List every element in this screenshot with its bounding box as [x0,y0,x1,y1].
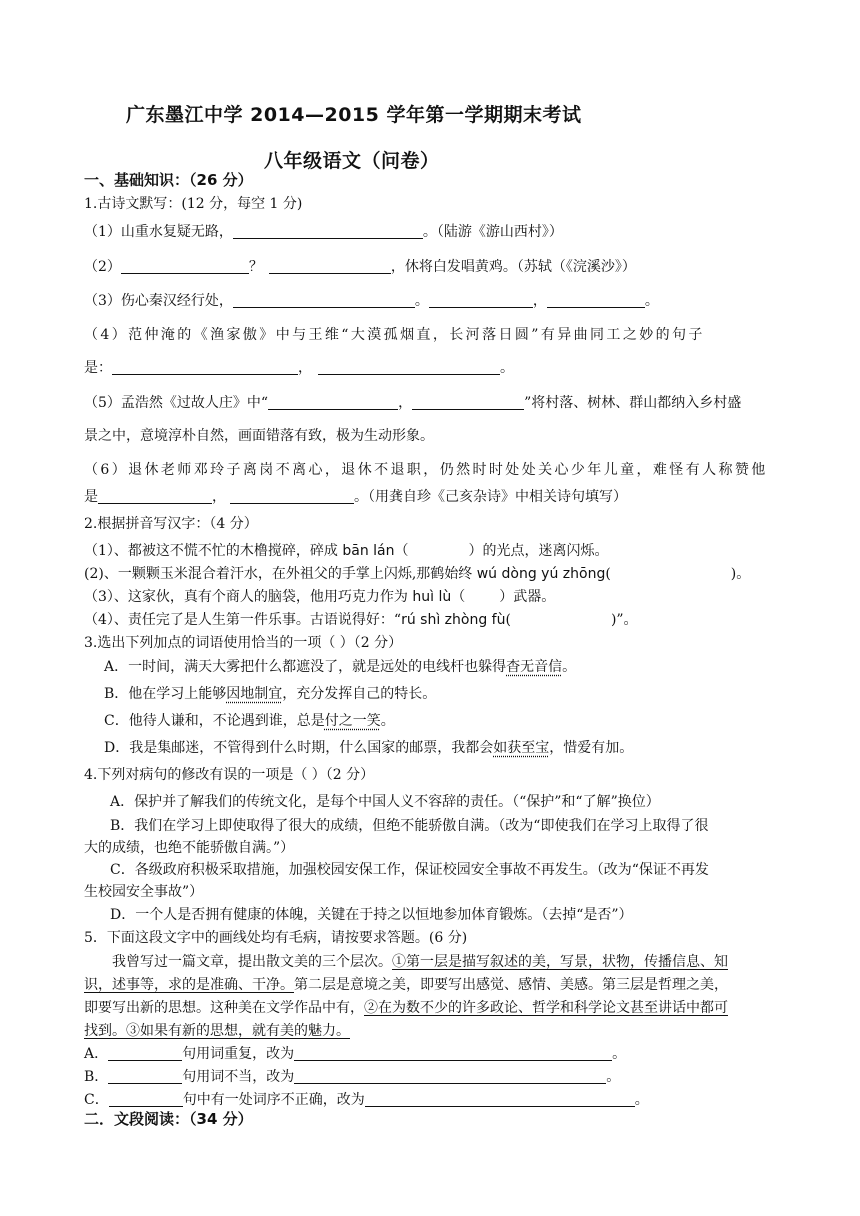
q2-item-4: （4）、责任完了是人生第一件乐事。古语说得好：“rú shì zhòng fù( )”。 [84,612,638,628]
q3-option-b: B．他在学习上能够因地制宜，充分发挥自己的特长。 [104,686,437,702]
answer-blank[interactable] [112,358,298,375]
q4-option-a: A．保护并了解我们的传统文化，是每个中国人义不容辞的责任。（“保护”和“了解”换位） [110,794,660,810]
answer-blank[interactable] [230,487,354,504]
answer-blank[interactable] [121,257,249,274]
answer-blank[interactable] [318,358,500,375]
q2-item-3: （3）、这家伙，真有个商人的脑袋，他用巧克力作为 huì lù（ ）武器。 [84,589,556,605]
q1-item-4-line2: 是： ， 。 [84,360,514,376]
answer-blank[interactable] [547,291,645,308]
underlined-sentence-1: ①第一层是描写叙述的美，写景，状物，传播信息、知 [392,954,728,970]
answer-blank[interactable] [429,291,533,308]
underlined-sentence-2-3: 找到。③如果有新的思想，就有美的魅力。 [84,1023,350,1039]
answer-blank[interactable] [412,393,524,410]
answer-blank[interactable] [108,1067,182,1084]
q1-item-1: （1）山重水复疑无路， 。（陆游《游山西村》） [84,224,563,240]
dotted-word: 付之一笑 [324,713,381,729]
q5-answer-c: C． 句中有一处词序不正确，改为 。 [84,1092,649,1108]
q3-option-c: C．他待人谦和，不论遇到谁，总是付之一笑。 [104,713,395,729]
dotted-word: 如获至宝 [493,740,550,756]
exam-subtitle: 八年级语文（问卷） [264,150,440,172]
q4-option-b-line1: B．我们在学习上即使取得了很大的成绩，但绝不能骄傲自满。（改为“即使我们在学习上取得了很 [110,818,709,834]
q1-stem: 1.古诗文默写：(12 分，每空 1 分) [84,196,303,212]
answer-blank[interactable] [365,1090,635,1107]
q2-stem: 2.根据拼音写汉字：（4 分） [84,516,258,532]
q2-item-1: （1）、都被这不慌不忙的木橹搅碎，碎成 bān lán（ ）的光点，迷离闪烁。 [84,543,609,559]
q5-passage-line3: 即要写出新的思想。这种美在文学作品中有，②在为数不少的许多政论、哲学和科学论文甚至讲话中都可 [84,1000,728,1016]
q3-option-a: A．一时间，满天大雾把什么都遮没了，就是远处的电线杆也躲得杳无音信。 [104,659,577,675]
q5-stem: 5．下面这段文字中的画线处均有毛病，请按要求答题。(6 分) [84,930,468,946]
q3-stem: 3.选出下列加点的词语使用恰当的一项（ ）（2 分） [84,635,403,651]
answer-blank[interactable] [108,1044,182,1061]
answer-blank[interactable] [294,1067,606,1084]
pinyin: bān lán [342,543,395,559]
q1-item-5-line2: 景之中，意境淳朴自然，画面错落有致，极为生动形象。 [84,428,434,444]
answer-blank[interactable] [294,1044,612,1061]
answer-blank[interactable] [268,393,398,410]
underlined-sentence-2: ②在为数不少的许多政论、哲学和科学论文甚至讲话中都可 [364,1000,728,1016]
q4-option-c-line2: 生校园安全事故”） [84,884,204,900]
q1-item-2: （2） ？ ，休将白发唱黄鸡。（苏轼（《浣溪沙》） [84,259,636,275]
dotted-word: 因地制宜 [226,686,283,702]
q5-passage-line2: 识，述事等，求的是准确、干净。第二层是意境之美，即要写出感觉、感情、美感。第三层是哲理之美， [84,977,728,993]
q4-option-d: D．一个人是否拥有健康的体魄，关键在于持之以恒地参加体育锻炼。（去掉“是否”） [110,907,633,923]
q5-answer-b: B． 句用词不当，改为 。 [84,1069,621,1085]
q4-option-c-line1: C．各级政府积极采取措施，加强校园安保工作，保证校园安全事故不再发生。（改为“保证不再发 [110,862,709,878]
answer-blank[interactable] [109,1090,183,1107]
answer-blank[interactable] [233,291,415,308]
q5-answer-a: A． 句用词重复，改为 。 [84,1046,627,1062]
q1-item-6-line2: 是 ， 。（用龚自珍《己亥杂诗》中相关诗句填写） [84,489,627,505]
q1-item-3: （3）伤心秦汉经行处， 。 ， 。 [84,293,659,309]
section-2-heading: 二．文段阅读：（34 分） [84,1110,253,1128]
q4-stem: 4.下列对病句的修改有误的一项是（ ）（2 分） [84,767,375,783]
answer-blank[interactable] [98,487,212,504]
underlined-sentence-1-cont: 识，述事等，求的是准确、干净。 [84,977,294,993]
q1-item-4-line1: （4）范仲淹的《渔家傲》中与王维“大漠孤烟直，长河落日圆”有异曲同工之妙的句子 [84,327,705,343]
answer-blank[interactable] [269,257,391,274]
section-1-heading: 一、基础知识：（26 分） [84,171,253,189]
dotted-word: 杳无音信 [506,659,563,675]
pinyin: rú shì zhòng fù [401,612,506,628]
q1-item-5-line1: （5）孟浩然《过故人庄》中“ ， ”将村落、树林、群山都纳入乡村盛 [84,395,742,411]
answer-blank[interactable] [233,222,423,239]
q4-option-b-line2: 大的成绩，也绝不能骄傲自满。”） [84,840,295,856]
q1-item-6-line1: （6）退休老师邓玲子离岗不离心，退休不退职，仍然时时处处关心少年儿童，难怪有人称赞他 [84,462,768,478]
pinyin: huì lù [412,589,452,605]
q2-item-2: (2)、一颗颗玉米混合着汗水，在外祖父的手掌上闪烁,那鹤始终 wú dòng yú zhōng( )。 [84,566,751,582]
q5-passage-line1: 我曾写过一篇文章，提出散文美的三个层次。①第一层是描写叙述的美，写景，状物，传播信息、知 [112,954,728,970]
q5-passage-line4 [84,1021,782,1041]
pinyin: wú dòng yú zhōng [476,566,606,582]
exam-title: 广东墨江中学 2014—2015 学年第一学期期末考试 [126,104,582,126]
q3-option-d: D．我是集邮迷，不管得到什么时期，什么国家的邮票，我都会如获至宝，惜爱有加。 [104,740,634,756]
